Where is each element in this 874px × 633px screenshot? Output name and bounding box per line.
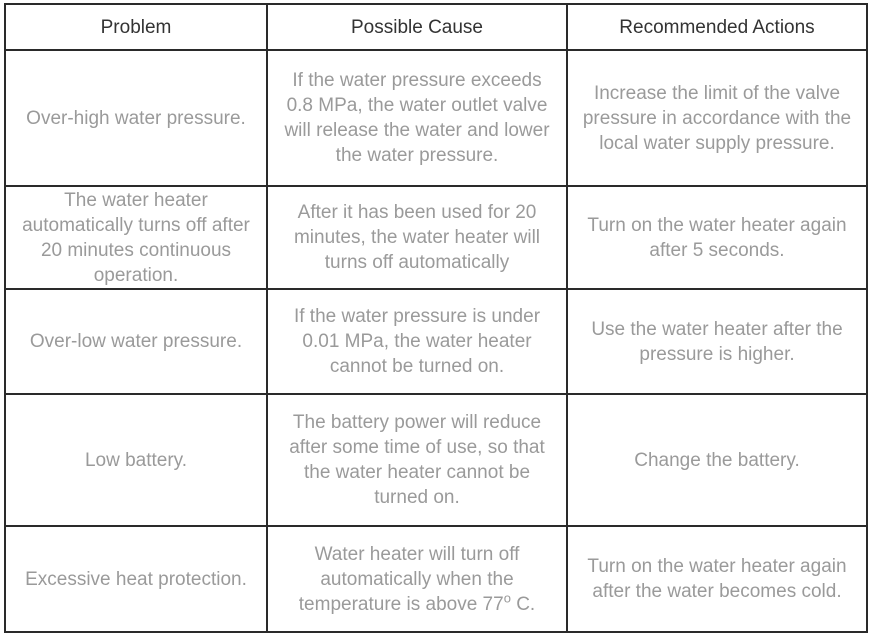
table-row [5, 526, 867, 632]
problem-cell: Over-low water pressure. [5, 289, 267, 394]
header-possible-cause: Possible Cause [267, 4, 567, 50]
action-cell: Use the water heater after the pressure is higher. [567, 289, 867, 394]
degree-sign: o [503, 590, 511, 606]
problem-cell: Over-high water pressure. [5, 50, 267, 186]
cause-cell: The battery power will reduce after some time of use, so that the water heater cannot be turned on. [267, 394, 567, 526]
table-row [5, 289, 867, 394]
cause-cell: If the water pressure exceeds 0.8 MPa, the water outlet valve will release the water and lower the water pressure. [267, 50, 567, 186]
cause-text: Water heater will turn off automatically when the temperature is above 77 [298, 543, 520, 615]
problem-cell: Excessive heat protection. [5, 526, 267, 632]
cause-cell [267, 526, 567, 632]
action-cell: Turn on the water heater again after the water becomes cold. [567, 526, 867, 632]
table-row [5, 50, 867, 186]
header-problem: Problem [5, 4, 267, 50]
header-recommended-actions: Recommended Actions [567, 4, 867, 50]
action-cell: Increase the limit of the valve pressure in accordance with the local water supply pressure. [567, 50, 867, 186]
table-row [5, 394, 867, 526]
troubleshooting-table [4, 3, 868, 633]
problem-cell: The water heater automatically turns off after 20 minutes continuous operation. [5, 186, 267, 289]
header-row [5, 4, 867, 50]
table-header [5, 4, 867, 50]
cause-cell: If the water pressure is under 0.01 MPa, the water heater cannot be turned on. [267, 289, 567, 394]
action-cell: Turn on the water heater again after 5 seconds. [567, 186, 867, 289]
action-cell: Change the battery. [567, 394, 867, 526]
table-body [5, 50, 867, 632]
cause-unit: C. [510, 593, 536, 615]
cause-cell: After it has been used for 20 minutes, the water heater will turns off automatically [267, 186, 567, 289]
table-row [5, 186, 867, 289]
problem-cell: Low battery. [5, 394, 267, 526]
